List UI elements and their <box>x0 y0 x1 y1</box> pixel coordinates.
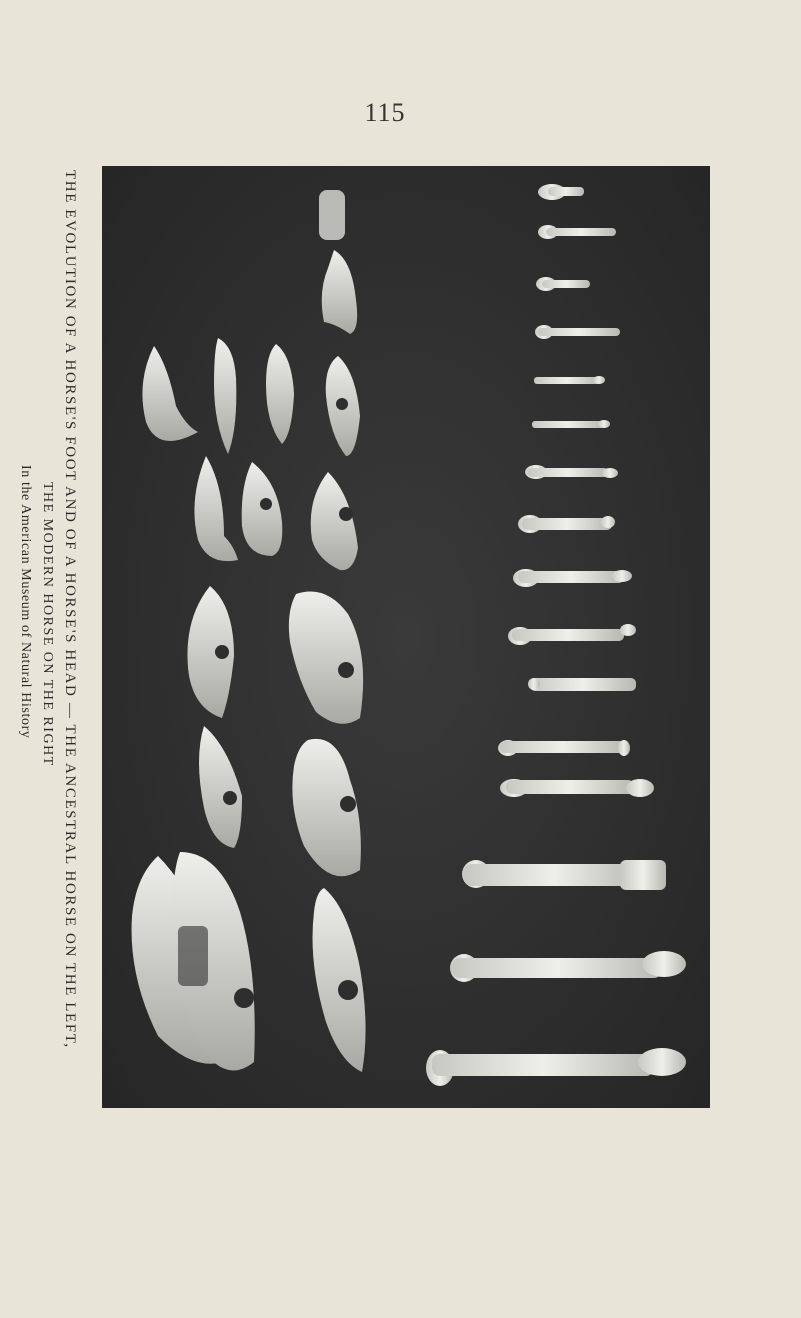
caption-title: THE EVOLUTION OF A HORSE'S FOOT AND OF A HORSE'S HEAD — THE ANCESTRAL HORSE ON THE LEFT, <box>62 170 78 1049</box>
skull <box>319 190 345 240</box>
fossil-photograph-plate <box>102 166 710 1108</box>
foot-bone <box>462 860 666 890</box>
foot-bone <box>528 678 636 691</box>
caption-credit: In the American Museum of Natural History <box>18 465 33 739</box>
foot-bone <box>534 376 605 384</box>
caption-subtitle: THE MODERN HORSE ON THE RIGHT <box>40 482 55 767</box>
foot-bone <box>532 420 610 428</box>
page-number: 115 <box>364 98 406 127</box>
